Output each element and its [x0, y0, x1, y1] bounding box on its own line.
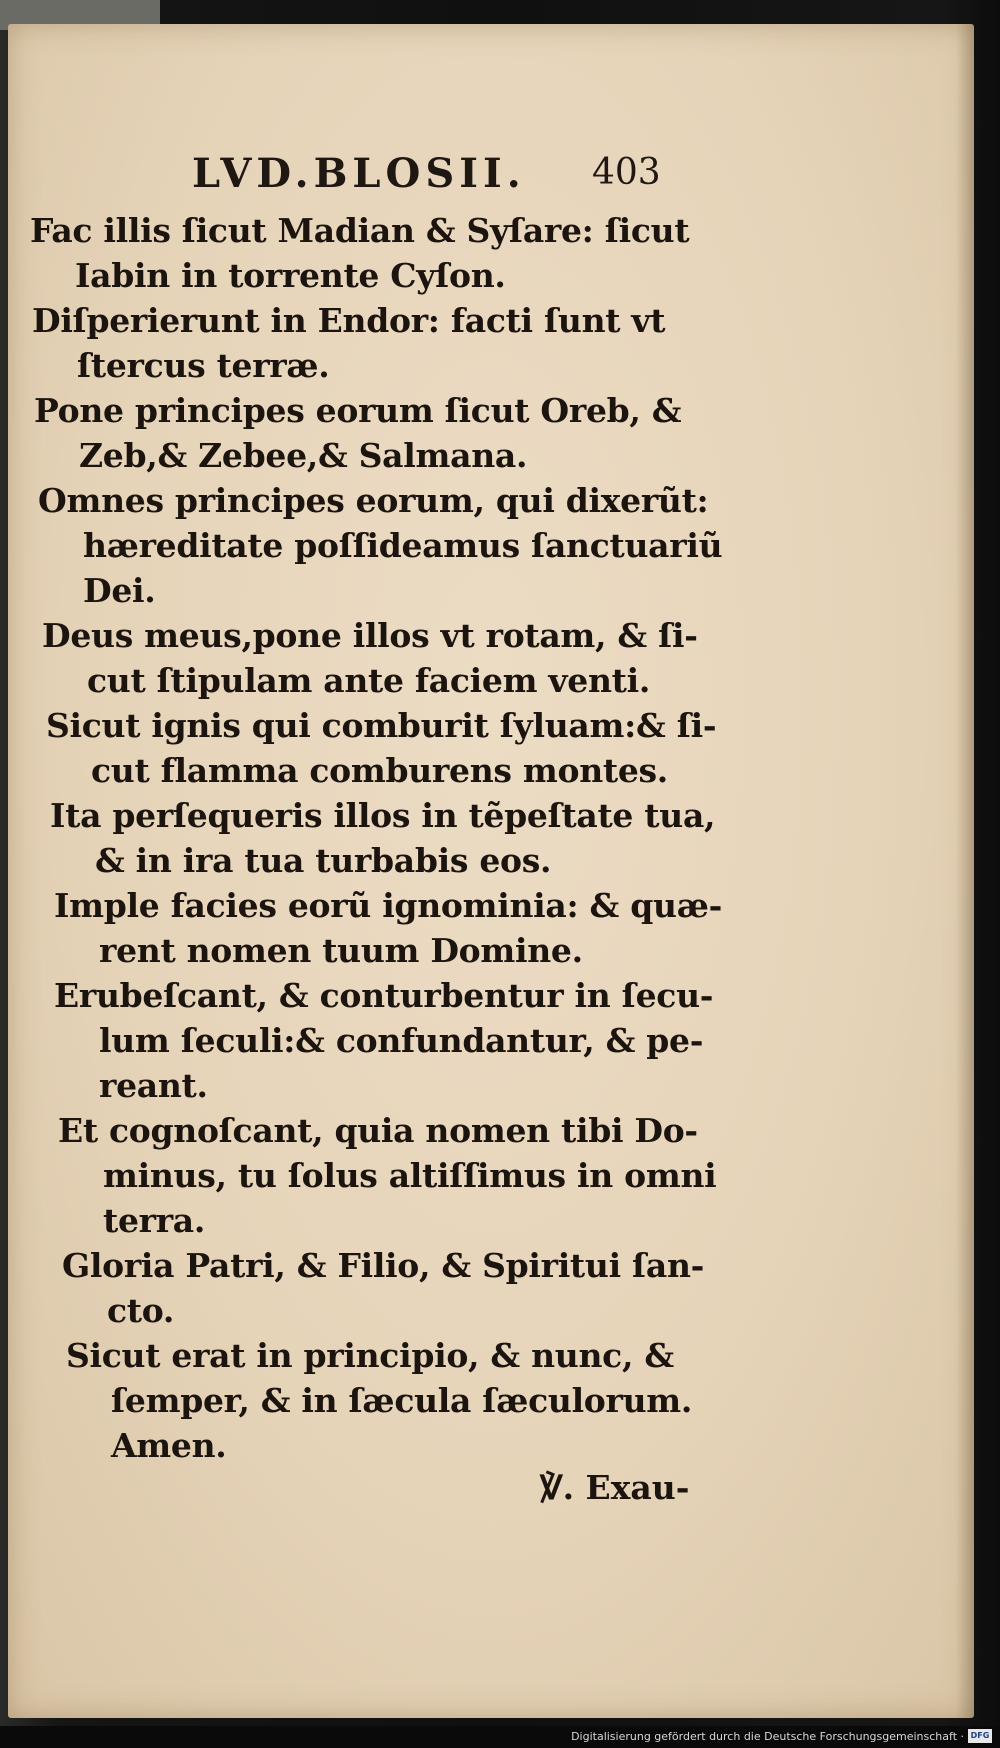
verse-line: Gloria Patri, & Filio, & Spiritui ſan-: [62, 1246, 705, 1285]
verse: [38, 478, 723, 613]
verse-line: & in ira tua turbabis eos.: [95, 841, 552, 880]
verse-line: Ita perſequeris illos in tẽpeſtate tua,: [50, 796, 716, 835]
verse-line: hæreditate poſſideamus ſanctuariũ: [83, 526, 723, 565]
verse-line: lum ſeculi:& confundantur, & pe-: [99, 1021, 704, 1060]
verse-line: Imple facies eorũ ignominia: & quæ-: [54, 886, 722, 925]
verse: [54, 973, 720, 1108]
page-number: 403: [592, 152, 661, 193]
verse-line: Deus meus,pone illos vt rotam, & ſi-: [42, 616, 698, 655]
verse-line: Dei.: [83, 571, 156, 610]
psalm-text: [30, 208, 723, 1468]
verse: [34, 388, 720, 478]
verse-line: Iabin in torrente Cyſon.: [75, 256, 506, 295]
verse-line: cut ſtipulam ante faciem venti.: [87, 661, 651, 700]
verse: [62, 1243, 720, 1333]
verse: [58, 1108, 720, 1243]
verse: [32, 298, 720, 388]
verse-line: Sicut erat in principio, & nunc, &: [66, 1336, 674, 1375]
verse-line: reant.: [99, 1066, 208, 1105]
verse-line: Sicut ignis qui comburit ſyluam:& ſi-: [46, 706, 717, 745]
verse: [66, 1333, 720, 1468]
verse-line: Erubeſcant, & conturbentur in ſecu-: [54, 976, 714, 1015]
verse-line: cto.: [107, 1291, 175, 1330]
verse: [42, 613, 720, 703]
dfg-logo-icon: DFG: [968, 1729, 992, 1743]
catchword: ℣. Exau-: [540, 1468, 690, 1507]
verse-line: cut flamma comburens montes.: [91, 751, 668, 790]
verse: [30, 208, 720, 298]
verse-line: Et cognoſcant, quia nomen tibi Do-: [58, 1111, 698, 1150]
verse-line: terra.: [103, 1201, 206, 1240]
verse-line: Amen.: [111, 1426, 227, 1465]
running-head: LVD.BLOSII.: [192, 150, 526, 197]
verse: [46, 703, 720, 793]
verse-line: Omnes principes eorum, qui dixerũt:: [38, 481, 709, 520]
verse: [50, 793, 720, 883]
verse-line: Diſperierunt in Endor: facti ſunt vt: [32, 301, 666, 340]
verse: [54, 883, 720, 973]
verse-line: minus, tu ſolus altiſſimus in omni: [103, 1156, 717, 1195]
verse-line: ſtercus terræ.: [77, 346, 330, 385]
verse-line: Zeb,& Zebee,& Salmana.: [79, 436, 528, 475]
verse-line: ſemper, & in ſæcula ſæculorum.: [111, 1381, 693, 1420]
verse-line: rent nomen tuum Domine.: [99, 931, 583, 970]
verse-line: Pone principes eorum ſicut Oreb, &: [34, 391, 682, 430]
digitization-credit: Digitalisierung gefördert durch die Deutsche Forschungsgemeinschaft ·: [571, 1730, 964, 1743]
verse-line: Fac illis ſicut Madian & Syſare: ſicut: [30, 211, 690, 250]
